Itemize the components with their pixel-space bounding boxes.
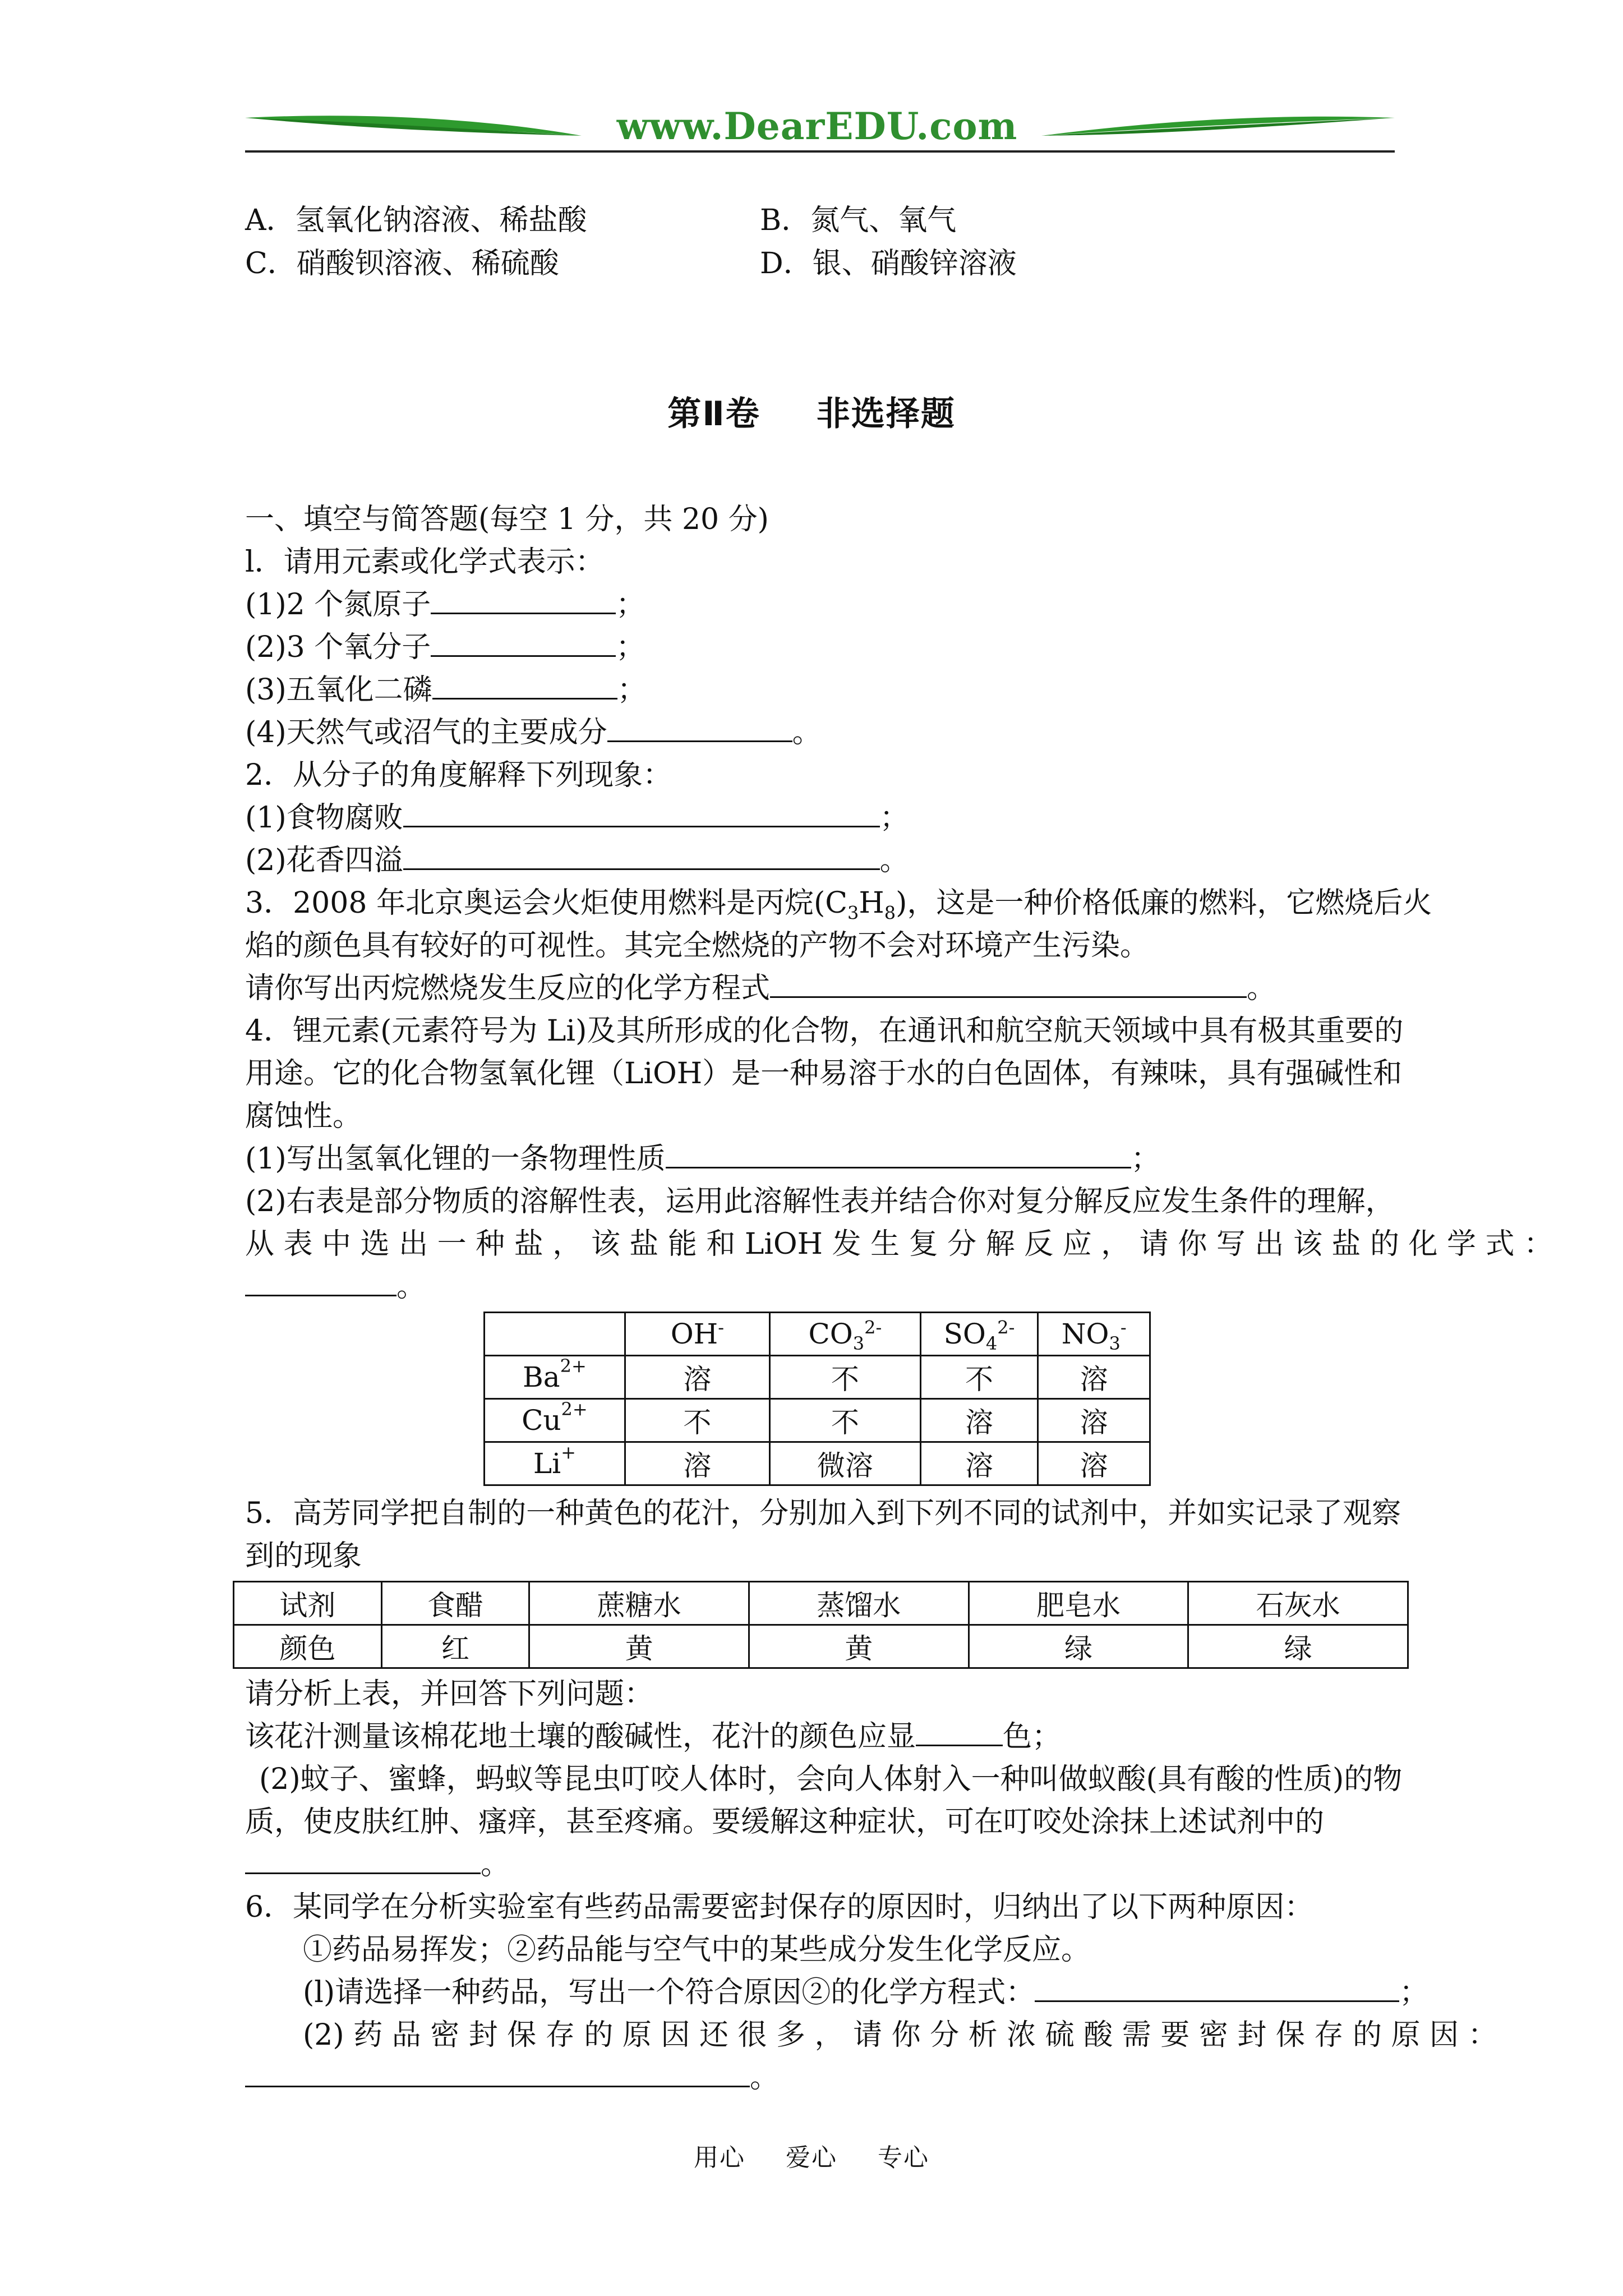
section-title (0, 387, 1623, 435)
table-cell: 溶 (625, 1356, 769, 1399)
q2-item-2: (2)花香四溢 。 (245, 839, 909, 882)
q2-item-1: (1)食物腐败 ； (245, 797, 909, 839)
table-header-cell: $CO_3^{2-}$ (770, 1313, 921, 1356)
answer-blank[interactable] (916, 1717, 1003, 1746)
ion-cell: Li+ (485, 1442, 625, 1485)
q1-item-3: (3)五氧化二磷 ； (245, 669, 647, 711)
table-header-cell: 石灰水 (1188, 1582, 1408, 1625)
table-cell: 微溶 (770, 1442, 921, 1485)
table-cell: 溶 (625, 1442, 769, 1485)
footer-text: 爱心 (786, 2143, 837, 2172)
table-cell: 不 (920, 1356, 1038, 1399)
answer-blank[interactable] (245, 2058, 750, 2087)
q6-item-1: (l)请选择一种药品，写出一个符合原因②的化学方程式： ； (303, 1971, 1428, 2014)
option-b: B．氮气、氧气 (760, 204, 957, 237)
ion-cell: $Cu^{2+}$ (485, 1399, 625, 1442)
table-cell: 不 (625, 1399, 769, 1442)
table-header-cell: 蒸馏水 (749, 1582, 969, 1625)
table-header-cell: 蔗糖水 (529, 1582, 749, 1625)
table-corner-cell (485, 1313, 625, 1356)
section-name: 非选择题 (816, 394, 956, 434)
q5-line-1: 5．高芳同学把自制的一种黄色的花汁，分别加入到下列不同的试剂中，并如实记录了观察 (245, 1497, 1401, 1530)
q3-line-1: 3．2008 年北京奥运会火炬使用燃料是丙烷$(C_3H_8)$，这是一种价格低廉的燃料，它燃烧后火 (245, 886, 1432, 924)
section-part: 第Ⅱ卷 (667, 394, 760, 434)
option-d: D．银、硝酸锌溶液 (760, 247, 1017, 280)
q1-item-4: (4)天然气或沼气的主要成分 。 (245, 711, 822, 754)
table-header-row (485, 1313, 1150, 1356)
answer-blank[interactable] (1035, 1972, 1399, 2002)
answer-blank[interactable] (431, 585, 616, 614)
table-cell: 溶 (1038, 1356, 1150, 1399)
table-header-cell: $SO_4^{2-}$ (920, 1313, 1038, 1356)
table-cell: 不 (770, 1399, 921, 1442)
q4-item-1: (1)写出氢氧化锂的一条物理性质 ； (245, 1138, 1160, 1180)
ion-cell: $Ba^{2+}$ (485, 1356, 625, 1399)
reagent-table (233, 1581, 1409, 1669)
table-header-cell: $NO_3^-$ (1038, 1313, 1150, 1356)
q5-item-2-cont: 质，使皮肤红肿、瘙痒，甚至疼痛。要缓解这种症状，可在叮咬处涂抹上述试剂中的 (245, 1805, 1325, 1839)
q2-stem: 2．从分子的角度解释下列现象： (245, 758, 672, 792)
table-row (485, 1356, 1150, 1399)
q5-item-1: 该花汁测量该棉花地土壤的酸碱性，花汁的颜色应显 色； (245, 1715, 1061, 1758)
table-cell: 不 (770, 1356, 921, 1399)
q6-answer-line: 。 (245, 2056, 779, 2099)
table-cell: 溶 (1038, 1399, 1150, 1442)
table-row (485, 1399, 1150, 1442)
table-cell: 溶 (920, 1399, 1038, 1442)
table-cell: 溶 (1038, 1442, 1150, 1485)
page-footer (0, 2137, 1623, 2173)
option-a: A．氢氧化钠溶液、稀盐酸 (245, 204, 587, 237)
answer-blank[interactable] (607, 712, 792, 742)
footer-text: 专心 (878, 2143, 929, 2172)
answer-blank[interactable] (666, 1139, 1131, 1168)
table-row (485, 1442, 1150, 1485)
table-cell: 溶 (920, 1442, 1038, 1485)
q3-line-2: 焰的颜色具有较好的可视性。其完全燃烧的产物不会对环境产生污染。 (245, 929, 1150, 963)
q6-line-2: ①药品易挥发；②药品能与空气中的某些成分发生化学反应。 (303, 1933, 1091, 1967)
table-row (234, 1625, 1408, 1668)
q4-item-2: (2)右表是部分物质的溶解性表，运用此溶解性表并结合你对复分解反应发生条件的理解， (245, 1185, 1395, 1218)
q4-line-3: 腐蚀性。 (245, 1099, 362, 1133)
q4-answer-line: 。 (245, 1266, 426, 1308)
answer-blank[interactable] (431, 627, 616, 657)
q6-line-1: 6．某同学在分析实验室有些药品需要密封保存的原因时，归纳出了以下两种原因： (245, 1890, 1314, 1924)
table-header-cell: OH- (625, 1313, 769, 1356)
propane-formula: $C_3H_8$ (825, 886, 896, 924)
table-header-cell: 肥皂水 (969, 1582, 1188, 1625)
table-header-cell: 试剂 (234, 1582, 382, 1625)
q5-line-2: 到的现象 (245, 1539, 362, 1573)
answer-blank[interactable] (245, 1267, 396, 1296)
q4-line-2: 用途。它的化合物氢氧化锂（LiOH）是一种易溶于水的白色固体，有辣味，具有强碱性和 (245, 1057, 1403, 1091)
answer-blank[interactable] (432, 670, 617, 700)
q5-item-2: (2)蚊子、蜜蜂，蚂蚁等昆虫叮咬人体时，会向人体射入一种叫做蚁酸(具有酸的性质)的物 (259, 1763, 1403, 1796)
page-header (245, 101, 1395, 157)
solubility-table (483, 1312, 1151, 1486)
table-header-row (234, 1582, 1408, 1625)
q1-stem: l．请用元素或化学式表示： (245, 545, 605, 579)
q1-item-1: (1)2 个氮原子 ； (245, 583, 645, 626)
option-c: C．硝酸钡溶液、稀硫酸 (245, 247, 559, 280)
q3-line-3: 请你写出丙烷燃烧发生反应的化学方程式 。 (245, 967, 1276, 1010)
table-cell: 黄 (749, 1625, 969, 1668)
table-cell: 颜色 (234, 1625, 382, 1668)
answer-blank[interactable] (245, 1844, 481, 1874)
table-cell: 绿 (969, 1625, 1188, 1668)
q4-item-2-cont: 从 表 中 选 出 一 种 盐 ， 该 盐 能 和 LiOH 发 生 复 分 解 反 应 ， 请 你 写 出 该 盐 的 化 学 式 ： (245, 1227, 1553, 1261)
q4-line-1: 4．锂元素(元素符号为 Li)及其所形成的化合物，在通讯和航空航天领域中具有极其重要的 (245, 1014, 1404, 1048)
q1-item-2: (2)3 个氧分子 ； (245, 626, 645, 669)
table-cell: 红 (381, 1625, 529, 1668)
answer-blank[interactable] (403, 798, 880, 827)
footer-text: 用心 (694, 2143, 745, 2172)
answer-blank[interactable] (403, 840, 880, 870)
q5-line-3: 请分析上表，并回答下列问题： (245, 1677, 654, 1711)
header-rule (245, 150, 1395, 153)
table-cell: 绿 (1188, 1625, 1408, 1668)
answer-blank[interactable] (770, 968, 1247, 998)
table-cell: 黄 (529, 1625, 749, 1668)
q6-item-2: (2) 药 品 密 封 保 存 的 原 因 还 很 多 ， 请 你 分 析 浓 硫 酸 需 要 密 封 保 存 的 原 因 ： (303, 2018, 1497, 2052)
section-heading: 一、填空与简答题(每空 1 分，共 20 分) (245, 503, 769, 536)
q5-answer-line: 。 (245, 1843, 510, 1886)
table-header-cell: 食醋 (381, 1582, 529, 1625)
site-name: www.DearEDU.com (616, 104, 1018, 148)
